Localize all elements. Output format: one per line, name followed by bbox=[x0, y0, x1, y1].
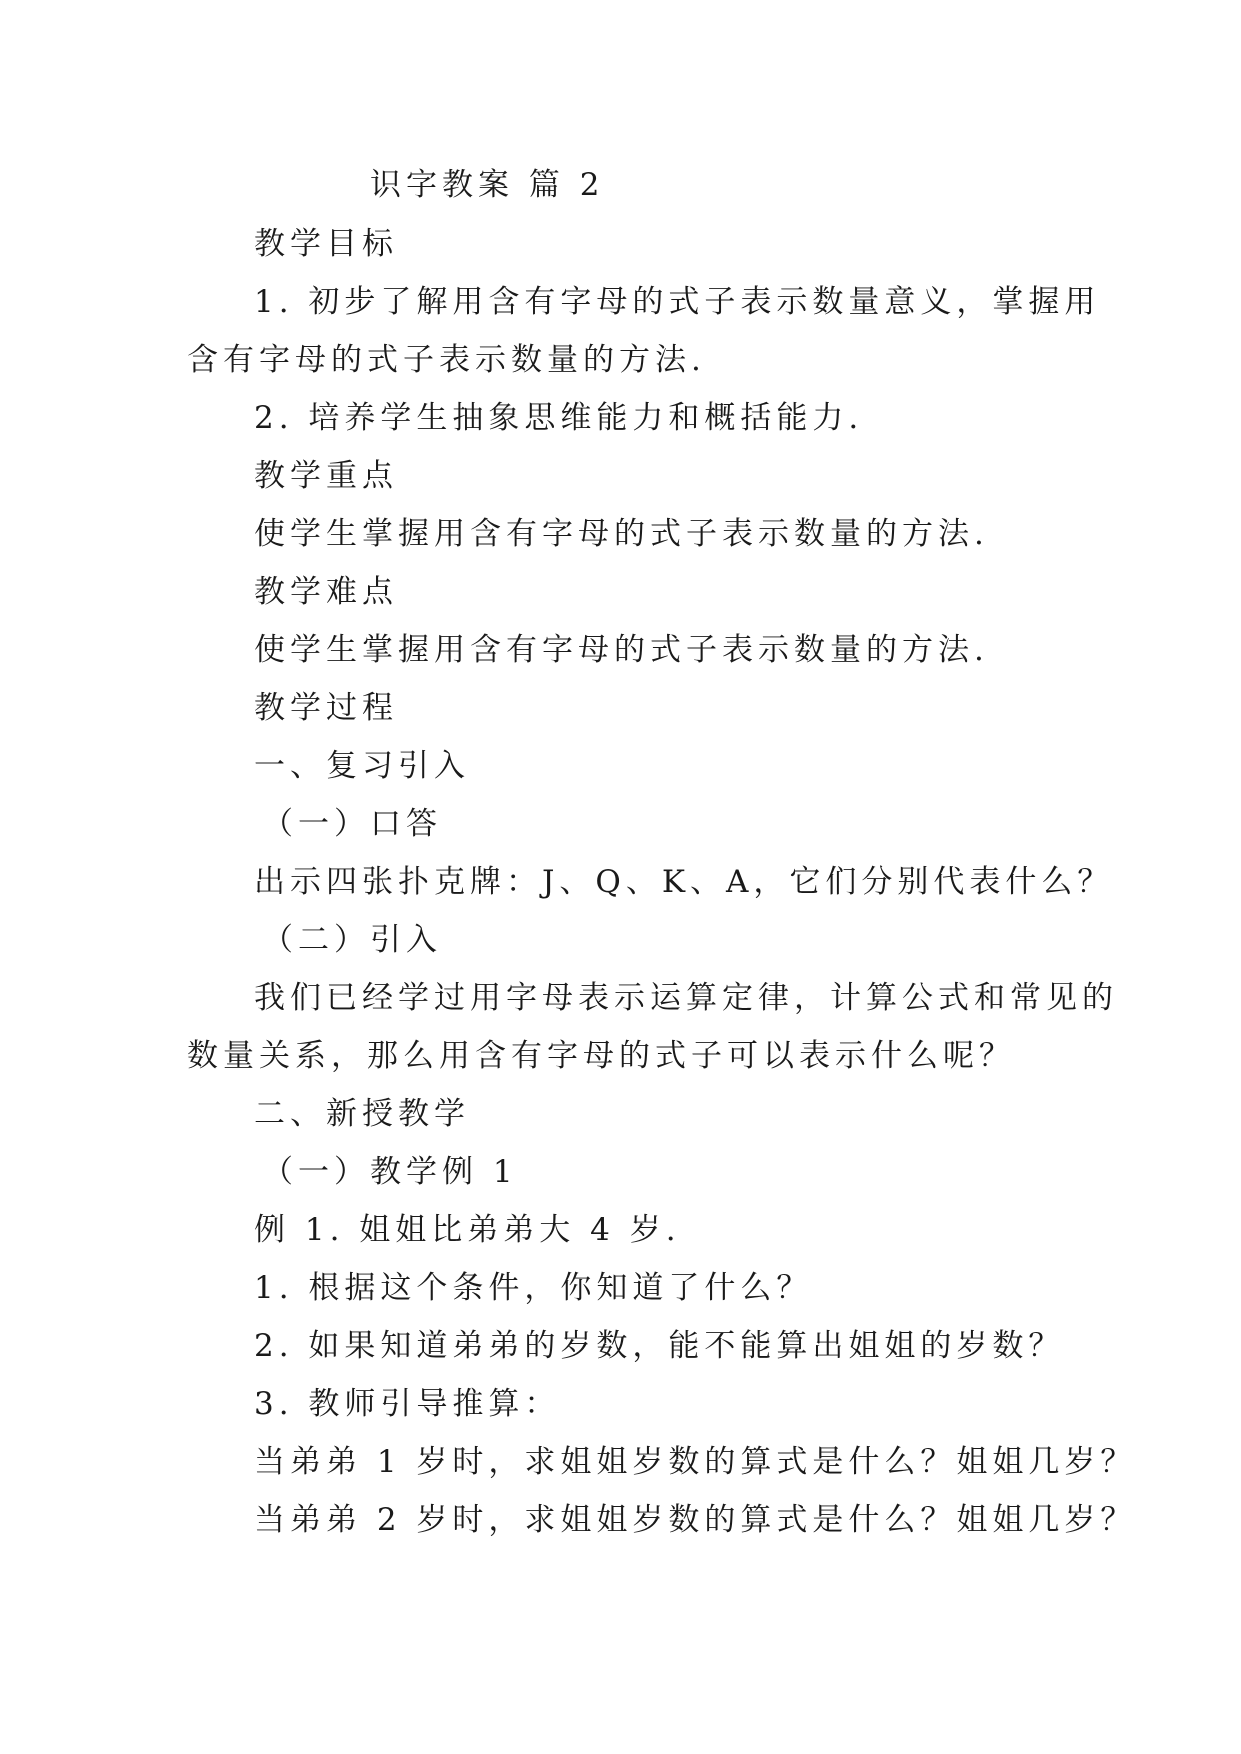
section-new-teaching: 二、新授教学 bbox=[254, 1096, 470, 1132]
question-1: 1. 根据这个条件，你知道了什么？ bbox=[254, 1270, 813, 1306]
section-review-intro: 一、复习引入 bbox=[254, 748, 470, 784]
subsection-example-1: （一）教学例 1 bbox=[262, 1154, 518, 1190]
question-3: 3. 教师引导推算： bbox=[254, 1386, 561, 1422]
poker-cards-question: 出示四张扑克牌：J、Q、K、A，它们分别代表什么？ bbox=[254, 864, 1114, 900]
intro-text-line-1: 我们已经学过用字母表示运算定律，计算公式和常见的 bbox=[254, 980, 1118, 1016]
document-title: 识字教案 篇 2 bbox=[370, 167, 605, 203]
example-1-statement: 例 1. 姐姐比弟弟大 4 岁. bbox=[254, 1212, 681, 1248]
reasoning-age-2: 当弟弟 2 岁时，求姐姐岁数的算式是什么？姐姐几岁？ bbox=[254, 1502, 1137, 1538]
subsection-introduction: （二）引入 bbox=[262, 922, 442, 958]
reasoning-age-1: 当弟弟 1 岁时，求姐姐岁数的算式是什么？姐姐几岁？ bbox=[254, 1444, 1137, 1480]
teaching-focus-text: 使学生掌握用含有字母的式子表示数量的方法. bbox=[254, 516, 989, 552]
subsection-oral-answer: （一）口答 bbox=[262, 806, 442, 842]
teaching-difficulty-text: 使学生掌握用含有字母的式子表示数量的方法. bbox=[254, 632, 989, 668]
heading-teaching-difficulty: 教学难点 bbox=[254, 574, 398, 610]
heading-teaching-focus: 教学重点 bbox=[254, 458, 398, 494]
intro-text-line-2: 数量关系，那么用含有字母的式子可以表示什么呢？ bbox=[187, 1038, 1015, 1074]
goal-1-line-2: 含有字母的式子表示数量的方法. bbox=[187, 342, 706, 378]
heading-teaching-process: 教学过程 bbox=[254, 690, 398, 726]
goal-1-line-1: 1. 初步了解用含有字母的式子表示数量意义，掌握用 bbox=[254, 284, 1101, 320]
goal-2: 2. 培养学生抽象思维能力和概括能力. bbox=[254, 400, 864, 436]
question-2: 2. 如果知道弟弟的岁数，能不能算出姐姐的岁数？ bbox=[254, 1328, 1065, 1364]
heading-teaching-goals: 教学目标 bbox=[254, 226, 398, 262]
